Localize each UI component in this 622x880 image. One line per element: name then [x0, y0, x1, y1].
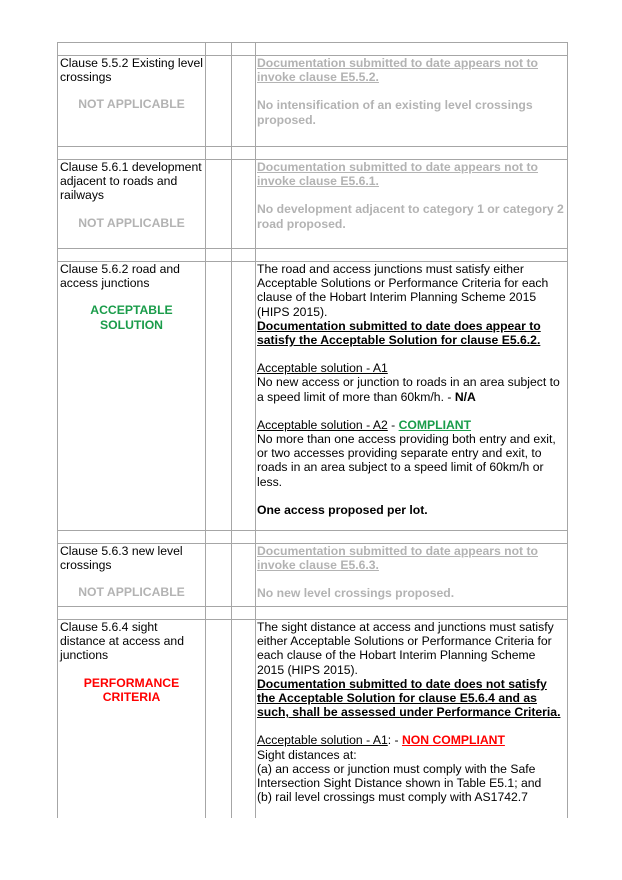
status-not-applicable: NOT APPLICABLE: [78, 215, 185, 230]
assessment-note: No intensification of an existing level crossings proposed.: [257, 98, 533, 127]
spacer-row: [58, 607, 568, 620]
clause-title: Clause 5.6.2 road and access junctions: [60, 262, 180, 291]
a1-line-3: (b) rail level crossings must comply with AS1742.7: [257, 790, 528, 805]
clause-title: Clause 5.5.2 Existing level crossings: [60, 56, 203, 85]
acceptable-solution-a2-heading-line: [257, 418, 565, 432]
clause-row-5-5-2: [58, 56, 568, 147]
clause-title: Clause 5.6.3 new level crossings: [60, 544, 183, 573]
a2-result-compliant: COMPLIANT: [398, 417, 472, 432]
a1-line-2: (a) an access or junction must comply with the Safe Intersection Sight Distance shown in Table E5.1; and: [257, 761, 542, 791]
clause-row-5-6-3: [58, 544, 568, 607]
assessment-table: [57, 42, 568, 818]
requirement-intro: The sight distance at access and junctions must satisfy either Acceptable Solutions or Performance Criteria for each clause of the Hobart Interim Planning Scheme 2015 (HIPS 2015).: [257, 620, 554, 677]
a1-result: N/A: [454, 389, 476, 404]
status-not-applicable: NOT APPLICABLE: [78, 97, 185, 112]
spacer-row: [58, 531, 568, 544]
a2-separator: -: [387, 417, 399, 432]
status-not-applicable: NOT APPLICABLE: [78, 585, 185, 600]
a1-separator: : -: [387, 733, 402, 748]
clause-title: Clause 5.6.4 sight distance at access and junctions: [60, 620, 184, 663]
spacer-row: [58, 147, 568, 160]
documentation-statement: Documentation submitted to date appears not to invoke clause E5.5.2.: [257, 56, 539, 85]
spacer-row: [58, 249, 568, 262]
assessment-note: No new level crossings proposed.: [257, 586, 455, 601]
documentation-statement: Documentation submitted to date does not satisfy the Acceptable Solution for clause E5.6.4 and as such, shall be assessed under Performance Criteria.: [257, 676, 561, 720]
acceptable-solution-a2-text: No more than one access providing both entry and exit, or two accesses providing separate entry and exit, to roads in an area subject to a speed limit of 60km/h or less.: [257, 432, 556, 489]
clause-row-5-6-1: [58, 160, 568, 249]
assessment-note: No development adjacent to category 1 or category 2 road proposed.: [257, 202, 564, 231]
a1-heading: Acceptable solution - A1: [257, 733, 388, 748]
a1-line-1: Sight distances at:: [257, 747, 357, 762]
a2-heading: Acceptable solution - A2: [257, 417, 388, 432]
spacer-row: [58, 43, 568, 56]
a1-text: No new access or junction to roads in an area subject to a speed limit of more than 60km/h. -: [257, 375, 560, 404]
assessment-conclusion: One access proposed per lot.: [257, 502, 428, 517]
acceptable-solution-a1-heading: Acceptable solution - A1: [257, 361, 388, 376]
clause-row-5-6-4: [58, 620, 568, 819]
status-performance-criteria: PERFORMANCE CRITERIA: [83, 675, 180, 704]
documentation-statement: Documentation submitted to date appears not to invoke clause E5.6.1.: [257, 160, 539, 189]
clause-title: Clause 5.6.1 development adjacent to roads and railways: [60, 160, 202, 203]
acceptable-solution-a1-heading-line: [257, 733, 565, 747]
clause-row-5-6-2: [58, 262, 568, 531]
requirement-intro: The road and access junctions must satisfy either Acceptable Solutions or Performance Criteria for each clause of the Hobart Interim Planning Scheme 2015 (HIPS 2015).: [257, 262, 549, 319]
status-acceptable-solution: ACCEPTABLE SOLUTION: [90, 303, 173, 332]
acceptable-solution-a1-text: [257, 375, 565, 403]
documentation-statement: Documentation submitted to date appears not to invoke clause E5.6.3.: [257, 544, 539, 573]
a1-result-non-compliant: NON COMPLIANT: [401, 733, 505, 748]
documentation-statement: Documentation submitted to date does appear to satisfy the Acceptable Solution for clause E5.6.2.: [257, 318, 541, 348]
